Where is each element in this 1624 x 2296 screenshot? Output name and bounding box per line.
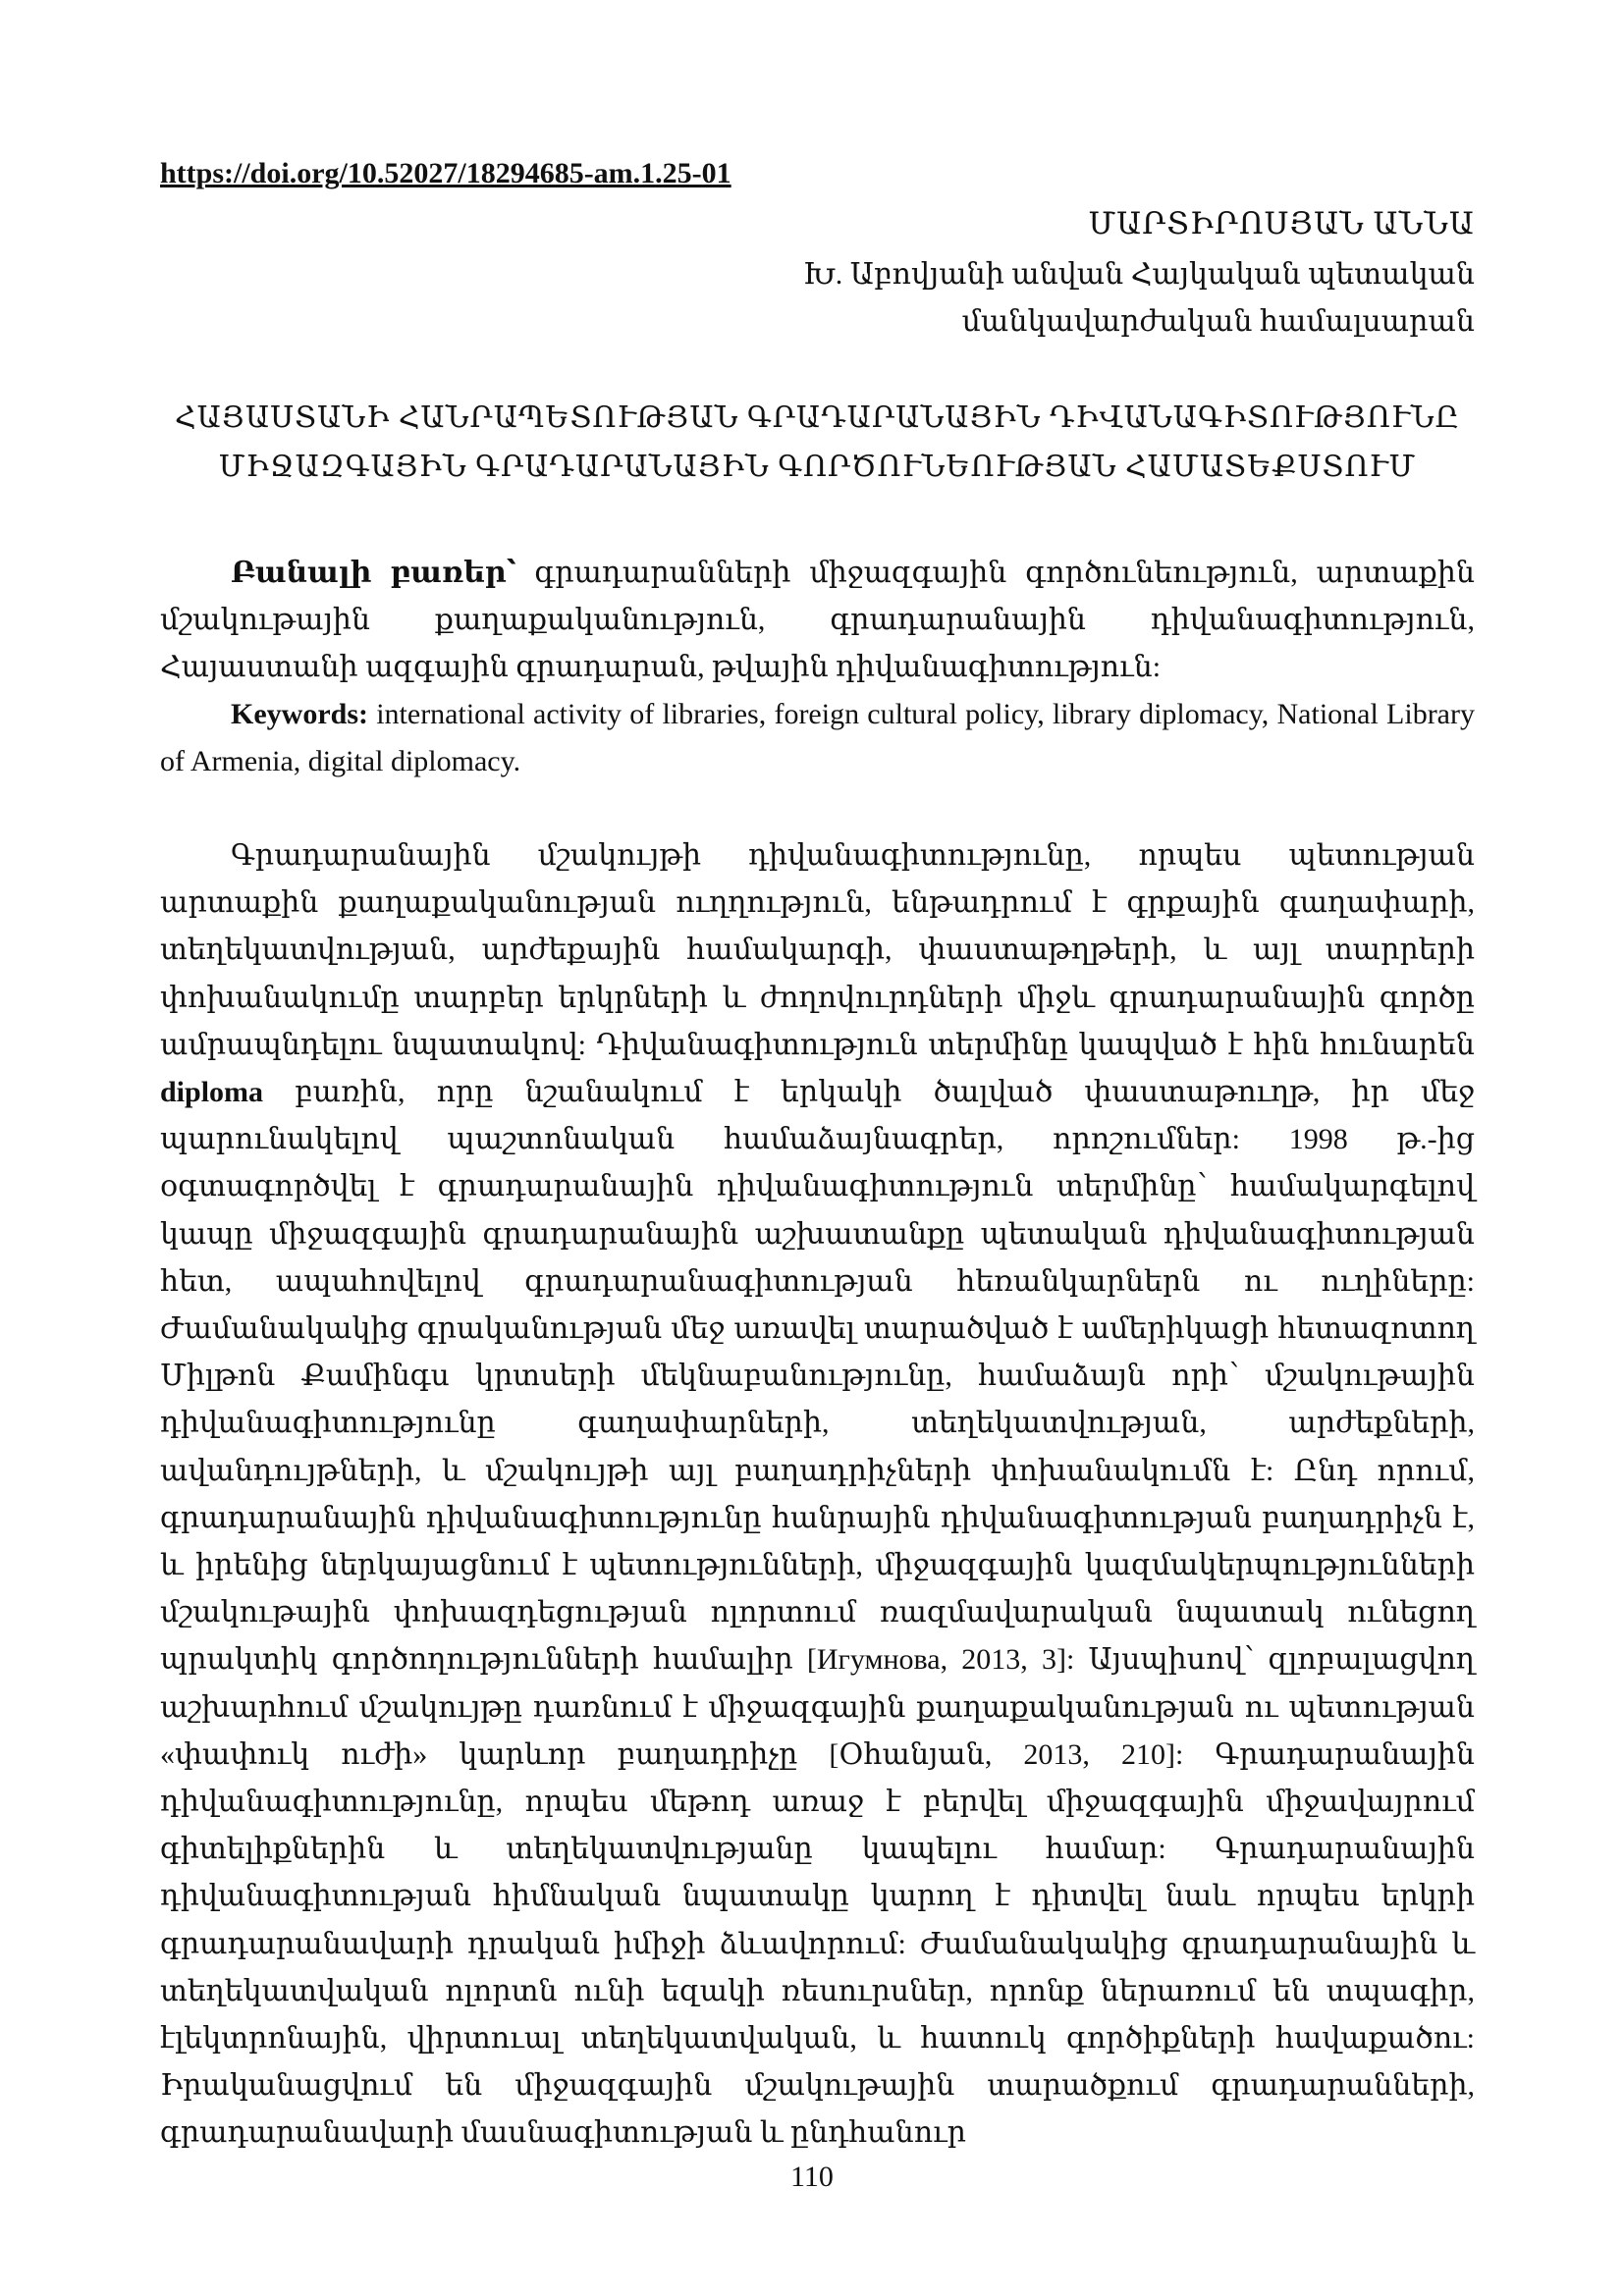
keywords-armenian-text: գրադարանների միջազգային գործունեություն, արտաքին մշակութային քաղաքականություն, գրադարանային դիվանագիտություն, Հայաստանի ազգային գրադարան, թվային դիվանագիտություն: [160, 557, 1475, 683]
keywords-english-label: Keywords: [231, 698, 368, 730]
keywords-english [160, 691, 1475, 785]
article-title-line-2: ՄԻՋԱԶԳԱՅԻՆ ԳՐԱԴԱՐԱՆԱՅԻՆ ԳՈՐԾՈՒՆԵՈՒԹՅԱՆ ՀԱՄԱՏԵՔՍՏՈՒՄ [218, 451, 1417, 483]
article-title-line-1: ՀԱՅԱՍՏԱՆԻ ՀԱՆՐԱՊԵՏՈՒԹՅԱՆ ԳՐԱԴԱՐԱՆԱՅԻՆ ԴԻՎԱՆԱԳԻՏՈՒԹՅՈՒՆԸ [175, 401, 1460, 434]
doi-link[interactable]: https://doi.org/10.52027/18294685-am.1.25-01 [160, 157, 731, 189]
keywords-armenian [160, 550, 1475, 691]
body-paragraph [160, 832, 1475, 2158]
body-text-part-1: Գրադարանային մշակույթի դիվանագիտությունը, որպես պետության արտաքին քաղաքականության ուղղություն, ենթադրում է գրքային գաղափարի, տեղեկատվության, արժեքային համակարգի, փաստաթղթերի, և այլ տարրերի փոխանակումը տարբեր երկրների և ժողովուրդների միջև գրադարանային գործը ամրապնդելու նպատակով: Դիվանագիտություն տերմինը կապված է հին հունարեն [160, 839, 1475, 1061]
keywords-english-text: international activity of libraries, foreign cultural policy, library diplomacy, National Library of Armenia, digital diplomacy. [160, 698, 1475, 777]
body-text [160, 832, 1475, 2158]
keywords-armenian-label: Բանալի բառեր՝ [231, 557, 516, 589]
keywords-section [160, 550, 1475, 785]
affiliation-line-2: մանկավարժական համալսարան [961, 305, 1475, 338]
page-number: 110 [790, 2161, 834, 2193]
affiliation-line-1: Խ. Աբովյանի անվան Հայկական պետական [802, 258, 1475, 291]
body-bold-term: diploma [160, 1076, 264, 1109]
body-text-part-2: բառին, որը նշանակում է երկակի ծալված փաստաթուղթ, իր մեջ պարունակելով պաշտոնական համաձայնագրեր, որոշումներ: 1998 թ.-ից օգտագործվել է գրադարանային դիվանագիտություն տերմինը՝ համակարգելով կապը միջազգային գրադարանային աշխատանքը պետական դիվանագիտության հետ, ապահովելով գրադարանագիտության հեռանկարներն ու ուղիները: Ժամանակակից գրականության մեջ առավել տարածված է ամերիկացի հետազոտող Միլթոն Քամինգս կրտսերի մեկնաբանությունը, համաձայն որի՝ մշակութային դիվանագիտությունը գաղափարների, տեղեկատվության, արժեքների, ավանդույթների, և մշակույթի այլ բաղադրիչների փոխանակումն է: Ընդ որում, գրադարանային դիվանագիտությունը հանրային դիվանագիտության բաղադրիչն է, և իրենից ներկայացնում է պետությունների, միջազգային կազմակերպությունների մշակութային փոխազդեցության ոլորտում ռազմավարական նպատակ ունեցող պրակտիկ գործողությունների համալիր [Игумнова, 2013, 3]: Այսպիսով՝ զլոբալացվող աշխարհում մշակույթը դառնում է միջազգային քաղաքականության ու պետության «փափուկ ուժի» կարևոր բաղադրիչը [Օհանյան, 2013, 210]: Գրադարանային դիվանագիտությունը, որպես մեթոդ առաջ է բերվել միջազգային միջավայրում գիտելիքներին և տեղեկատվությանը կապելու համար: Գրադարանային դիվանագիտության հիմնական նպատակը կարող է դիտվել նաև որպես երկրի գրադարանավարի դրական իմիջի ձևավորում: Ժամանակակից գրադարանային և տեղեկատվական ոլորտն ունի եզակի ռեսուրսներ, որոնք ներառում են տպագիր, էլեկտրոնային, վիրտուալ տեղեկատվական, և հատուկ գործիքների հավաքածու: Իրականացվում են միջազգային մշակութային տարածքում գրադարանների, գրադարանավարի մասնագիտության և ընդհանուր [160, 1076, 1475, 2150]
author-name: ՄԱՐՏԻՐՈՍՅԱՆ ԱՆՆԱ [1088, 206, 1475, 240]
